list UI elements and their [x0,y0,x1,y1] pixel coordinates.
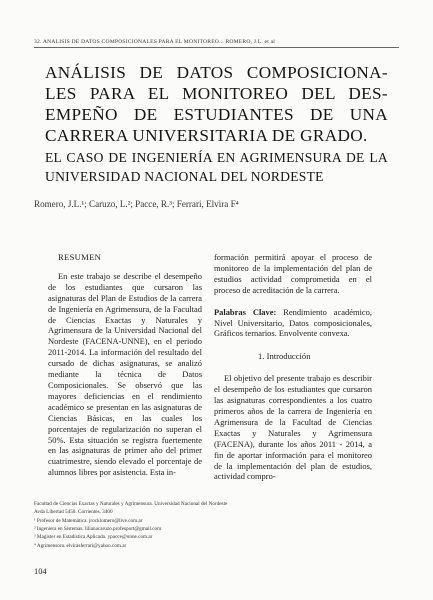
footnote-1: ¹ Profesor de Matemática. jrocklomero@live.com.ar [34,517,143,524]
footnotes [34,500,404,550]
footnote-3: ³ Magister en Estadística Aplicada. ypacce@unne.com.ar [34,534,153,541]
keywords-text: Rendimiento académico, Nivel Universitario, Datos composicionales, Gráficos ternarios. Envolvente convexa. [214,306,372,339]
introduction-paragraph: El objetivo del presente trabajo es describir el desempeño de los estudiantes que cursaron las asignaturas correspondientes a los cuatro primeros años de la carrera de Ingeniería en Agrimensura de la Facultad de Ciencias Exactas y Naturales y Agrimensura (FACENA), durante los años 2011 - 2014, a fin de aportar información para el monitoreo de la implementación del plan de estudios, actividad compro- [214,373,372,482]
right-column [214,252,372,482]
resumen-paragraph: En este trabajo se describe el desempeño de los estudiantes que cursaron las asignaturas del Plan de Estudios de la carrera de Ingeniería en Agrimensura, de la Facultad de Ciencias Exactas y Naturales y Agrimensura de la Universidad Nacional del Nordeste (FACENA-UNNE), en el periodo 2011-2014. La información del resultado del cursado de dichas asignaturas, se analizó mediante la técnica de Datos Composicionales. Se observó que las mayores deficiencias en el rendimiento académico se presentan en las asignaturas de Ciencias Básicas, en las cuales los porcentajes de regularización no superan el 50%. Esta situación se registra fuertemente en las asignaturas de primer año del primer cuatrimestre, siendo elevado el porcentaje de alumnos libres por asistencia. Esta in- [48,270,202,478]
resumen-heading: RESUMEN [58,252,102,262]
article-title: ANÁLISIS DE DATOS COMPOSICIONA-LES PARA EL MONITOREO DEL DES-EMPEÑO DE ESTUDIANTES DE UNA CARRERA UNIVERSITARIA DE GRADO. [45,63,388,145]
article-subtitle: EL CASO DE INGENIERÍA EN AGRIMENSURA DE LA UNIVERSIDAD NACIONAL DEL NORDESTE [45,150,388,184]
article-title-block [45,62,388,186]
keywords [214,307,372,340]
left-column [48,252,202,478]
introduction-heading: 1. Introducción [258,351,311,362]
resumen-continuation: formación permitirá apoyar el proceso de monitoreo de la implementación del plan de estudios actividad comprometida en el proceso de acreditación de la carrera. [214,252,372,295]
author-list: Romero, J.L.¹; Caruzo, L.²; Pacce, R.³; Ferrari, Elvira F⁴ [34,199,239,209]
footnote-affiliation: Facultad de Ciencias Exactas y Naturales y Agrimensura. Universidad Nacional del Nordeste [34,501,228,507]
page-number: 104 [34,567,47,576]
keywords-label: Palabras Clave: [214,306,277,317]
footnote-2: ² Ingeniera en Sistemas. lilianacaruzo.profesport@gmail.com [34,526,162,533]
running-header: 32. ANÁLISIS DE DATOS COMPOSICIONALES PARA EL MONITOREO... ROMERO, J.L. et al [34,39,399,48]
footnote-4: ⁴ Agrimensora. elvirasferrari@yahoo.com.ar [34,542,127,549]
footnote-address: Avda Libertad 5450. Corrientes. 3400 [34,509,113,516]
